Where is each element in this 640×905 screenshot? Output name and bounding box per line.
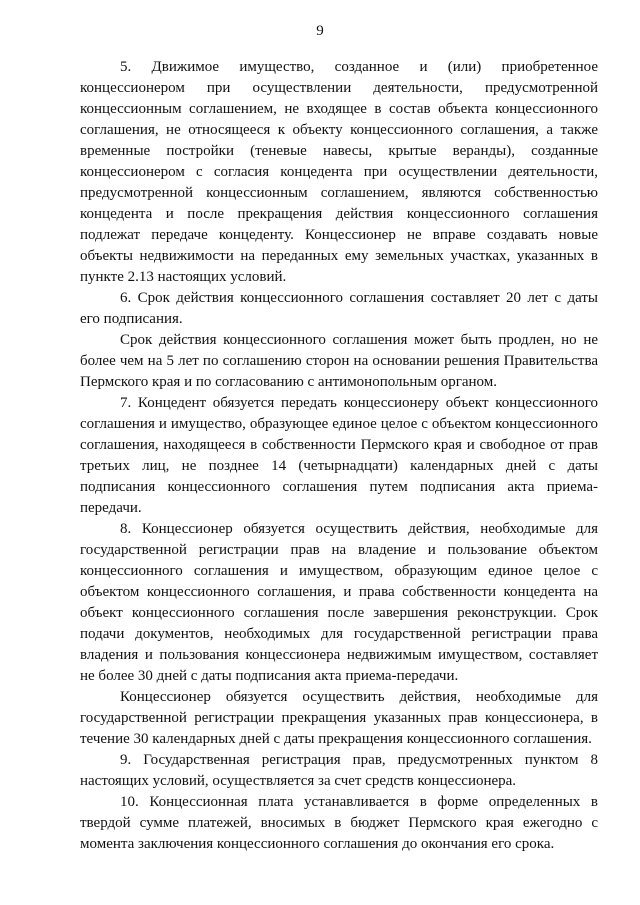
paragraph-5-movable-property: 5. Движимое имущество, созданное и (или) приобретенное концессионером при осуществлении деятельности, предусмотренной концессионным соглашением, не входящее в состав объекта концессионного соглашения, не относящееся к объекту концессионного соглашения, а также временные постройки (теневые навесы, крытые веранды), созданные концессионером с согласия концедента при осуществлении деятельности, предусмотренной концессионным соглашением, являются собственностью концедента и после прекращения действия концессионного соглашения подлежат передаче концеденту. Концессионер не вправе создавать новые объекты недвижимости на переданных ему земельных участках, указанных в пункте 2.13 настоящих условий. [80, 59, 598, 285]
paragraph-6-term: 6. Срок действия концессионного соглашения составляет 20 лет с даты его подписания. [80, 290, 598, 327]
paragraph-8-registration: 8. Концессионер обязуется осуществить действия, необходимые для государственной регистрации прав на владение и пользование объектом концессионного соглашения и имуществом, образующим единое целое с объектом концессионного соглашения, и права собственности концедента на объект концессионного соглашения после завершения реконструкции. Срок подачи документов, необходимых для государственной регистрации права владения и пользования концессионера недвижимым имуществом, составляет не более 30 дней с даты подписания акта приема-передачи. [80, 521, 598, 684]
paragraph-9-registration-costs: 9. Государственная регистрация прав, предусмотренных пунктом 8 настоящих условий, осуществляется за счет средств концессионера. [80, 752, 598, 789]
paragraph-7-transfer: 7. Концедент обязуется передать концессионеру объект концессионного соглашения и имущество, образующее единое целое с объектом концессионного соглашения, находящееся в собственности Пермского края и свободное от прав третьих лиц, не позднее 14 (четырнадцати) календарных дней с даты подписания концессионного соглашения путем подписания акта приема-передачи. [80, 395, 598, 516]
paragraph-term-extension: Срок действия концессионного соглашения может быть продлен, но не более чем на 5 лет по соглашению сторон на основании решения Правительства Пермского края и по согласованию с антимонопольным органом. [80, 332, 598, 390]
document-body [80, 57, 598, 855]
paragraph-10-concession-fee: 10. Концессионная плата устанавливается в форме определенных в твердой сумме платежей, вносимых в бюджет Пермского края ежегодно с момента заключения концессионного соглашения до окончания его срока. [80, 794, 598, 852]
page-number: 9 [316, 23, 324, 39]
paragraph-registration-termination: Концессионер обязуется осуществить действия, необходимые для государственной регистрации прекращения указанных прав концессионера, в течение 30 календарных дней с даты прекращения концессионного соглашения. [80, 689, 598, 747]
